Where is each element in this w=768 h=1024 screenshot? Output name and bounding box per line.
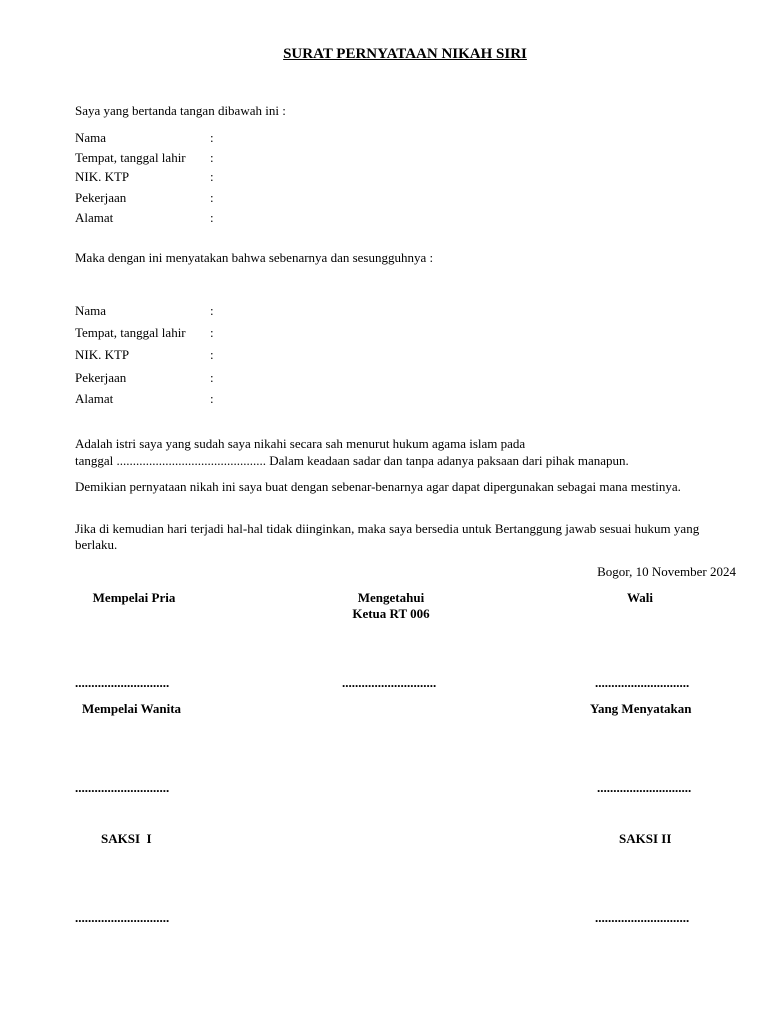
field-colon: :: [210, 347, 214, 362]
field-colon: :: [210, 325, 214, 340]
responsibility-paragraph: Jika di kemudian hari terjadi hal-hal tidak diinginkan, maka saya bersedia untuk Bertanggung jawab sesuai hukum yang berlaku.: [75, 521, 700, 552]
witness1-label: SAKSI I: [101, 831, 152, 846]
field-colon: :: [210, 391, 214, 406]
field-label-name: Nama: [75, 130, 107, 145]
groom-label: Mempelai Pria: [92, 590, 176, 605]
rt-head-label: Ketua RT 006: [352, 606, 430, 621]
intro-text: Saya yang bertanda tangan dibawah ini :: [75, 103, 286, 118]
bride-label: Mempelai Wanita: [82, 701, 182, 716]
acknowledged-label: Mengetahui: [357, 590, 425, 605]
declarant-label: Yang Menyatakan: [590, 701, 692, 716]
field-label-birth: Tempat, tanggal lahir: [75, 325, 186, 340]
field-colon: :: [210, 303, 214, 318]
marriage-paragraph-line1: Adalah istri saya yang sudah saya nikahi secara sah menurut hukum agama islam pada: [75, 436, 526, 451]
guardian-label: Wali: [626, 590, 653, 605]
statement-text: Maka dengan ini menyatakan bahwa sebenarnya dan sesungguhnya :: [75, 250, 434, 265]
field-label-address: Alamat: [75, 391, 114, 406]
bride-signature-line: .............................: [75, 780, 170, 795]
field-colon: :: [210, 169, 214, 184]
declarant-signature-line: .............................: [597, 780, 692, 795]
field-label-job: Pekerjaan: [75, 190, 127, 205]
field-label-nik: NIK. KTP: [75, 347, 130, 362]
field-label-job: Pekerjaan: [75, 370, 127, 385]
field-colon: :: [210, 370, 214, 385]
marriage-paragraph-line2: tanggal .............................................. Dalam keadaan sadar dan tanpa adanya paksaan dari pihak manapun.: [75, 453, 629, 468]
letter-title: SURAT PERNYATAAN NIKAH SIRI: [283, 46, 527, 62]
field-colon: :: [210, 190, 214, 205]
field-colon: :: [210, 210, 214, 225]
place-date: Bogor, 10 November 2024: [597, 564, 736, 579]
field-label-birth: Tempat, tanggal lahir: [75, 150, 186, 165]
field-label-address: Alamat: [75, 210, 114, 225]
field-label-name: Nama: [75, 303, 107, 318]
witness2-label: SAKSI II: [619, 831, 672, 846]
groom-signature-line: .............................: [75, 675, 170, 690]
field-colon: :: [210, 150, 214, 165]
field-label-nik: NIK. KTP: [75, 169, 130, 184]
witness1-signature-line: .............................: [75, 910, 170, 925]
field-colon: :: [210, 130, 214, 145]
closing-paragraph: Demikian pernyataan nikah ini saya buat dengan sebenar-benarnya agar dapat dipergunakan sebagai mana mestinya.: [75, 479, 681, 494]
rt-signature-line: .............................: [342, 675, 437, 690]
witness2-signature-line: .............................: [595, 910, 690, 925]
guardian-signature-line: .............................: [595, 675, 690, 690]
